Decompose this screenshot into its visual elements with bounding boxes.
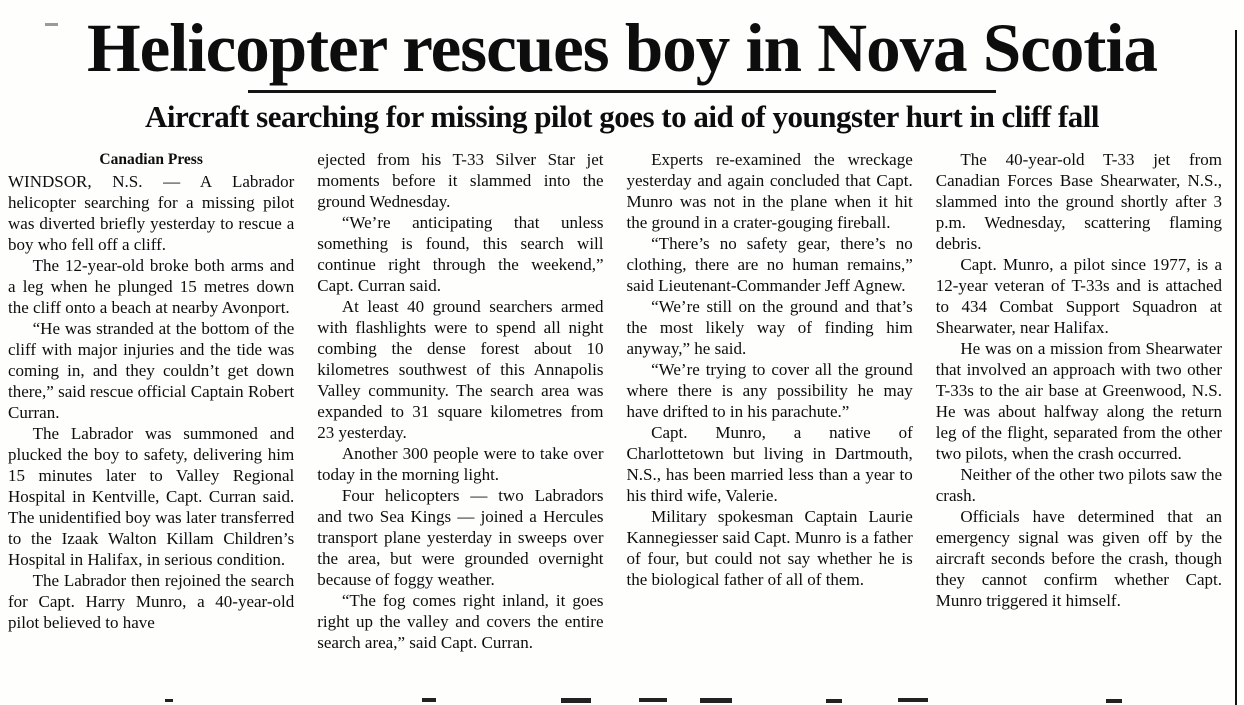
article-paragraph: Experts re-examined the wreckage yesterday and again concluded that Capt. Munro was not in the plane when it hit the ground in a crater-gouging fireball. [626,150,913,233]
article-body [0,135,1244,653]
column-divider-rule [1235,30,1237,705]
article-paragraph: He was on a mission from Shearwater that involved an approach with two other T-33s to the air base at Greenwood, N.S. He was about halfway along the return leg of the flight, separated from the other two pilots, when the crash occurred. [935,339,1222,464]
scan-artifact [45,23,58,26]
scan-artifact [898,698,928,702]
article-paragraph: Four helicopters — two Labradors and two Sea Kings — joined a Hercules transport plane yesterday in sweeps over the area, but were grounded overnight because of foggy weather. [317,486,604,590]
article-paragraph: Another 300 people were to take over today in the morning light. [317,444,604,485]
article-header [0,0,1244,135]
article-column [8,149,294,653]
article-column [317,149,603,653]
article-column [936,149,1222,653]
article-paragraph: “We’re anticipating that unless something is found, this search will continue right through the weekend,” Capt. Curran said. [317,213,604,296]
scan-artifact [700,698,732,703]
headline-rule [248,90,996,93]
scan-artifact [826,699,842,703]
article-subheadline: Aircraft searching for missing pilot goes to aid of youngster hurt in cliff fall [145,99,1099,135]
article-paragraph: The 12-year-old broke both arms and a leg when he plunged 15 metres down the cliff onto a beach at nearby Avonport. [8,256,295,318]
article-paragraph: “The fog comes right inland, it goes right up the valley and covers the entire search area,” said Capt. Curran. [317,591,604,653]
article-paragraph: At least 40 ground searchers armed with flashlights were to spend all night combing the dense forest about 10 kilometres southwest of this Annapolis Valley community. The search area was expanded to 31 square kilometres from 23 yesterday. [317,297,604,443]
article-paragraph: Capt. Munro, a native of Charlottetown but living in Dartmouth, N.S., has been married less than a year to his third wife, Valerie. [626,423,913,506]
article-paragraph: The 40-year-old T-33 jet from Canadian Forces Base Shearwater, N.S., slammed into the ground shortly after 3 p.m. Wednesday, scattering flaming debris. [935,150,1222,254]
article-headline: Helicopter rescues boy in Nova Scotia [86,10,1158,86]
article-paragraph: ejected from his T-33 Silver Star jet moments before it slammed into the ground Wednesday. [317,150,604,212]
article-paragraph: “There’s no safety gear, there’s no clothing, there are no human remains,” said Lieutenant-Commander Jeff Agnew. [626,234,913,296]
scan-artifact [1106,699,1122,703]
scan-artifact [639,698,667,702]
byline: Canadian Press [99,151,203,169]
scan-artifact [422,698,436,702]
article-paragraph: “We’re trying to cover all the ground where there is any possibility he may have drifted to in his parachute.” [626,360,913,422]
article-paragraph: Neither of the other two pilots saw the crash. [935,465,1222,506]
article-paragraph: Military spokesman Captain Laurie Kannegiesser said Capt. Munro is a father of four, but could not say whether he is the biological father of all of them. [626,507,913,590]
scan-artifact [165,699,173,702]
article-paragraph: “We’re still on the ground and that’s the most likely way of finding him anyway,” he said. [626,297,913,359]
article-column [627,149,913,653]
article-paragraph: WINDSOR, N.S. — A Labrador helicopter searching for a missing pilot was diverted briefly yesterday to rescue a boy who fell off a cliff. [8,172,295,255]
article-paragraph: Officials have determined that an emergency signal was given off by the aircraft seconds before the crash, though they cannot confirm whether Capt. Munro triggered it himself. [935,507,1222,611]
scan-artifact [561,698,591,703]
article-paragraph: The Labrador then rejoined the search for Capt. Harry Munro, a 40-year-old pilot believed to have [8,571,295,633]
article-paragraph: The Labrador was summoned and plucked the boy to safety, delivering him 15 minutes later to Valley Regional Hospital in Kentville, Capt. Curran said. The unidentified boy was later transferred to the Izaak Walton Killam Children’s Hospital in Halifax, in serious condition. [8,424,295,570]
article-paragraph: “He was stranded at the bottom of the cliff with major injuries and the tide was coming in, and they couldn’t get down there,” said rescue official Captain Robert Curran. [8,319,295,423]
article-paragraph: Capt. Munro, a pilot since 1977, is a 12-year veteran of T-33s and is attached to 434 Combat Support Squadron at Shearwater, near Halifax. [935,255,1222,338]
